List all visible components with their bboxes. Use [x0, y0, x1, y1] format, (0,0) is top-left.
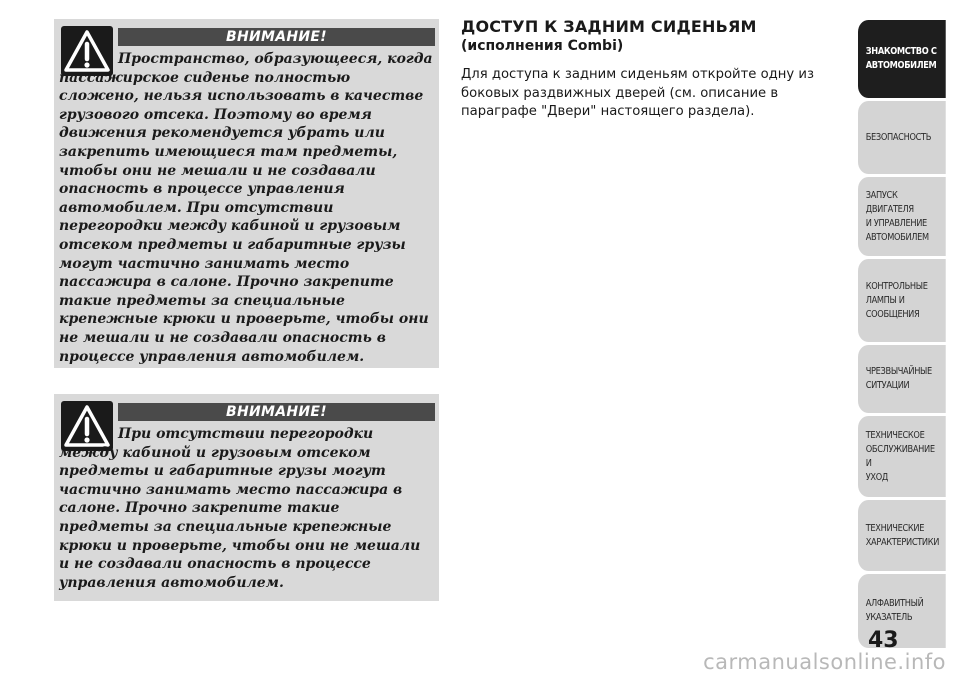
tab-maintenance[interactable]: ТЕХНИЧЕСКОЕ ОБСЛУЖИВАНИЕ И УХОД: [858, 416, 946, 497]
warning-box-2: [54, 394, 439, 601]
tab-warning-lights[interactable]: КОНТРОЛЬНЫЕ ЛАМПЫ И СООБЩЕНИЯ: [858, 259, 946, 342]
tab-introduction[interactable]: ЗНАКОМСТВО С АВТОМОБИЛЕМ: [858, 20, 946, 98]
section-body: Для доступа к задним сиденьям откройте одну из боковых раздвижных дверей (см. описание в параграфе "Двери" настоящего раздела).: [461, 67, 814, 119]
warning-text: Пространство, образующееся, когда пассажирское сиденье полностью сложено, нельзя использовать в качестве грузового отсека. Поэтому во время движения рекомендуется убрать или закрепить имеющиеся там предметы, чтобы они не мешали и не создавали опасность в процессе управления автомобилем. При отсутствии перегородки между кабиной и грузовым отсеком предметы и габаритные грузы могут частично занимать место пассажира в салоне. Прочно закрепите такие предметы за специальные крепежные крюки и проверьте, чтобы они не мешали и не создавали опасность в процессе управления автомобилем.: [59, 51, 433, 365]
section-title: ДОСТУП К ЗАДНИМ СИДЕНЬЯМ: [461, 17, 757, 36]
section-subtitle: (исполнения Combi): [461, 38, 624, 54]
warning-header: ВНИМАНИЕ!: [118, 403, 435, 421]
tab-specifications[interactable]: ТЕХНИЧЕСКИЕ ХАРАКТЕРИСТИКИ: [858, 500, 946, 571]
tab-safety[interactable]: БЕЗОПАСНОСТЬ: [858, 101, 946, 174]
watermark: carmanualsonline.info: [703, 650, 946, 674]
warning-text: При отсутствии перегородки между кабиной и грузовым отсеком предметы и габаритные грузы могут частично занимать место пассажира в салоне. Прочно закрепите такие предметы за специальные крепежные крюки и проверьте, чтобы они не мешали и не создавали опасность в процессе управления автомобилем.: [59, 426, 421, 591]
tab-emergencies[interactable]: ЧРЕЗВЫЧАЙНЫЕ СИТУАЦИИ: [858, 345, 946, 413]
tab-starting-and-driving[interactable]: ЗАПУСК ДВИГАТЕЛЯ И УПРАВЛЕНИЕ АВТОМОБИЛЕМ: [858, 177, 946, 256]
warning-box-1: [54, 19, 439, 368]
tab-index[interactable]: АЛФАВИТНЫЙ УКАЗАТЕЛЬ: [858, 574, 946, 648]
page-number: 43: [868, 628, 899, 653]
warning-header: ВНИМАНИЕ!: [118, 28, 435, 46]
